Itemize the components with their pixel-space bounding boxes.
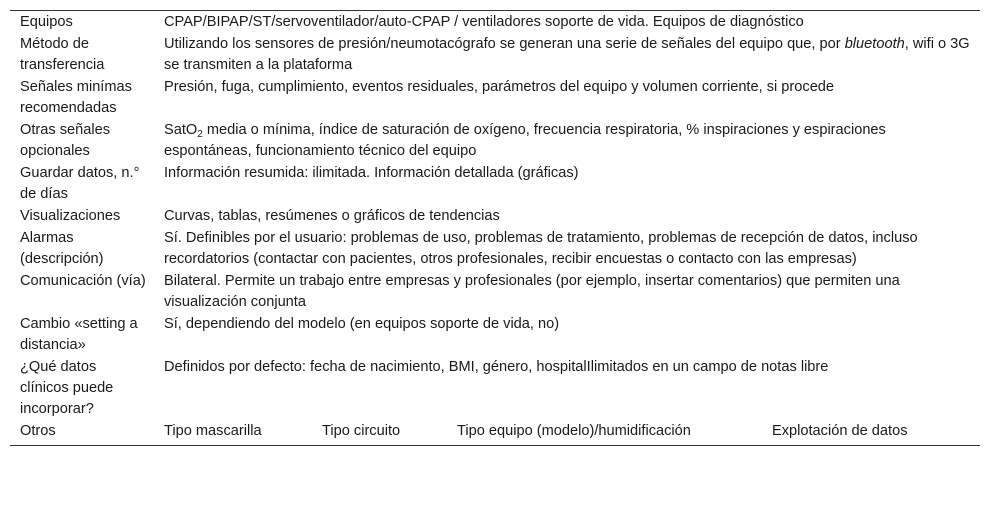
- otros-item: Explotación de datos: [772, 423, 908, 439]
- data-table-container: [10, 10, 980, 446]
- table-row: [10, 76, 980, 119]
- otros-item: Tipo mascarilla: [164, 423, 262, 439]
- row-label: Visualizaciones: [20, 208, 121, 224]
- row-label: Alarmas (descripción): [20, 230, 104, 267]
- row-value: Curvas, tablas, resúmenes o gráficos de tendencias: [164, 208, 500, 224]
- row-value: CPAP/BIPAP/ST/servoventilador/auto-CPAP / ventiladores soporte de vida. Equipos de diagnóstico: [164, 14, 804, 30]
- table-row: [10, 33, 980, 76]
- table-row: [10, 205, 980, 227]
- row-value: Bilateral. Permite un trabajo entre empresas y profesionales (por ejemplo, insertar comentarios) que permiten una visualización conjunta: [164, 273, 900, 310]
- table-row: [10, 227, 980, 270]
- value-italic-text: bluetooth: [844, 36, 905, 52]
- otros-item: Tipo equipo (modelo)/humidificación: [457, 423, 691, 439]
- row-label: Otras señales opcionales: [20, 122, 111, 159]
- table-row: [10, 420, 980, 446]
- row-label: Señales minímas recomendadas: [20, 79, 132, 116]
- value-text: media o mínima, índice de saturación de oxígeno, frecuencia respiratoria, % inspiraciones y espiraciones espontáneas, funcionamiento técnico del equipo: [164, 122, 886, 159]
- row-value: Sí, dependiendo del modelo (en equipos soporte de vida, no): [164, 316, 560, 332]
- row-value: [154, 420, 980, 446]
- row-label: Comunicación (vía): [20, 273, 146, 289]
- table-row: [10, 356, 980, 420]
- row-label: Método de transferencia: [20, 36, 105, 73]
- otros-items: [164, 421, 974, 442]
- value-text: , wifi o 3G se transmiten a la plataforma: [164, 36, 970, 73]
- table-row: [10, 119, 980, 162]
- table-row: [10, 270, 980, 313]
- table-row: [10, 313, 980, 356]
- subscript-text: 2: [197, 129, 203, 140]
- row-value: Sí. Definibles por el usuario: problemas de uso, problemas de tratamiento, problemas de recepción de datos, incluso recordatorios (contactar con pacientes, otros profesionales, recibir encuestas o contacto con las empresas): [164, 230, 918, 267]
- row-label: Otros: [10, 420, 154, 446]
- value-text: Utilizando los sensores de presión/neumotacógrafo se generan una serie de señales del equipo que, por: [164, 36, 845, 52]
- row-value: Información resumida: ilimitada. Información detallada (gráficas): [164, 165, 579, 181]
- value-text: SatO: [164, 122, 198, 138]
- table-row: [10, 162, 980, 205]
- row-label: Guardar datos, n.° de días: [20, 165, 140, 202]
- features-table: [10, 10, 980, 446]
- row-label: Cambio «setting a distancia»: [20, 316, 138, 353]
- table-row: [10, 11, 980, 33]
- otros-item: Tipo circuito: [322, 423, 401, 439]
- row-value: [154, 119, 980, 162]
- row-value: [154, 33, 980, 76]
- row-value: Definidos por defecto: fecha de nacimiento, BMI, género, hospitalIlimitados en un campo de notas libre: [164, 359, 829, 375]
- row-label: ¿Qué datos clínicos puede incorporar?: [20, 359, 114, 417]
- row-value: Presión, fuga, cumplimiento, eventos residuales, parámetros del equipo y volumen corriente, si procede: [164, 79, 835, 95]
- row-label: Equipos: [20, 14, 73, 30]
